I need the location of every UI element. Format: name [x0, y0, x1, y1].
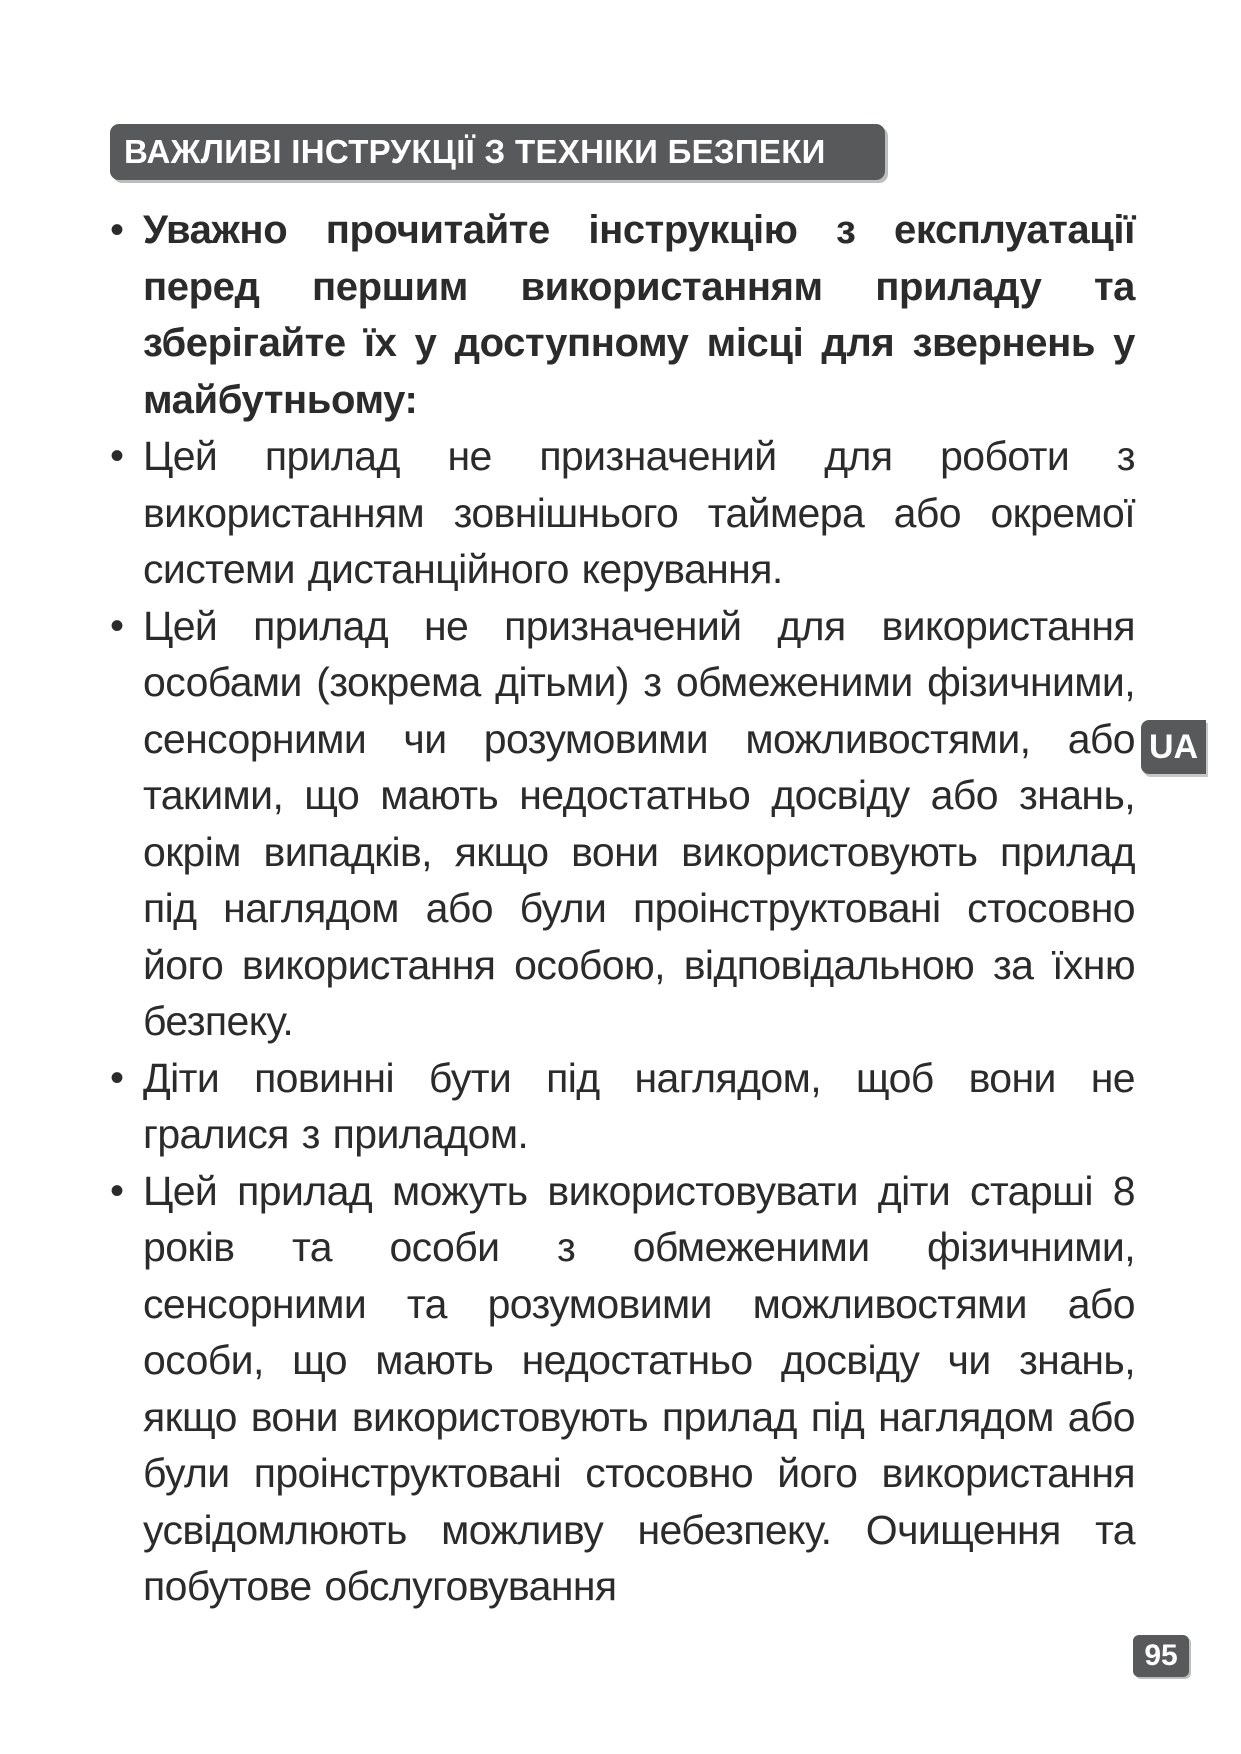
bullet-icon: • — [110, 208, 125, 252]
list-item — [110, 428, 1135, 598]
language-tab: UA — [1141, 720, 1206, 774]
page-number: 95 — [1133, 1635, 1189, 1677]
instruction-text: Цей прилад не призначений для використання особами (зокрема дітьми) з обмеженими фізичними, сенсорними чи розумовими можливостями, або такими, що мають недостатньо досвіду або знань, окрім випадків, якщо вони використовують прилад під наглядом або були проінструктовані стосовно його використання особою, відповідальною за їхню безпеку. — [143, 602, 1135, 1044]
bullet-icon: • — [110, 1055, 125, 1100]
instruction-text: Цей прилад не призначений для роботи з використанням зовнішнього таймера або окремої системи дистанційного керування. — [143, 433, 1135, 592]
list-item — [110, 202, 1135, 428]
section-title: ВАЖЛИВІ ІНСТРУКЦІЇ З ТЕХНІКИ БЕЗПЕКИ — [124, 133, 826, 170]
bullet-icon: • — [110, 1168, 125, 1213]
bullet-icon: • — [110, 603, 125, 648]
section-header — [110, 124, 885, 180]
instruction-text: Діти повинні бути під наглядом, щоб вони не гралися з приладом. — [143, 1054, 1135, 1157]
list-item — [110, 1050, 1135, 1163]
safety-instructions-list — [110, 202, 1135, 1615]
instruction-text: Уважно прочитайте інструкцію з експлуатації перед першим використанням приладу та зберігайте їх у доступному місці для звернень у майбутньому: — [143, 208, 1135, 422]
list-item — [110, 1163, 1135, 1615]
instruction-text: Цей прилад можуть використовувати діти старші 8 років та особи з обмеженими фізичними, сенсорними та розумовими можливостями або особи, що мають недостатньо досвіду чи знань, якщо вони використовують прилад під наглядом або були проінструктовані стосовно його використання усвідомлюють можливу небезпеку. Очищення та побутове обслуговування — [143, 1167, 1135, 1609]
bullet-icon: • — [110, 434, 125, 478]
list-item — [110, 598, 1135, 1050]
